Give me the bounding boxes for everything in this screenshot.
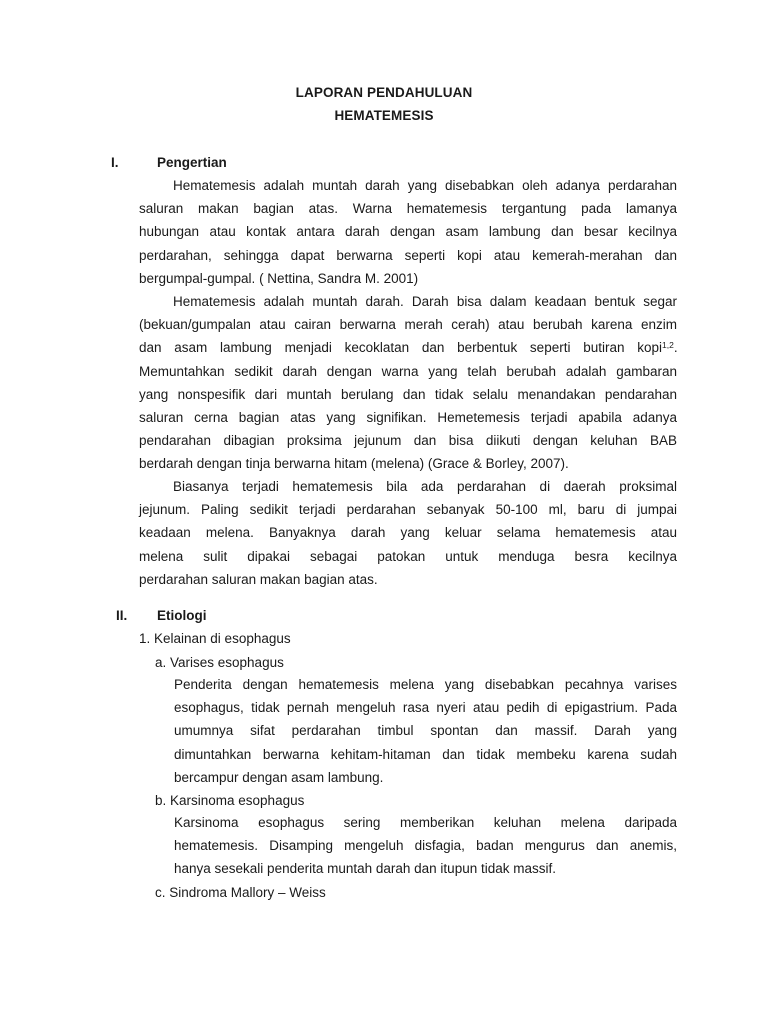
text-line: hanya sesekali penderita muntah darah dan itupun tidak massif. (174, 861, 556, 877)
section-1-title: Pengertian (157, 155, 227, 170)
section-2-number: II. (116, 608, 128, 623)
etiology-item-a: a. Varises esophagus (155, 655, 284, 670)
text-line: umumnya sifat perdarahan timbul spontan dan massif. Darah yang (174, 723, 677, 739)
text-line: pendarahan dibagian proksima jejunum dan bisa diikuti dengan keluhan BAB (139, 433, 677, 449)
text-line: (bekuan/gumpalan atau cairan berwarna merah cerah) atau berubah karena enzim (139, 317, 677, 333)
text-line: keadaan melena. Banyaknya darah yang keluar selama hematemesis atau (139, 525, 677, 541)
etiology-item-c: c. Sindroma Mallory – Weiss (155, 885, 326, 900)
text-line: saluran makan bagian atas. Warna hematemesis tergantung pada lamanya (139, 201, 677, 217)
citation-superscript: 1,2 (662, 340, 674, 351)
etiology-item-b-text (174, 811, 677, 881)
text-line: perdarahan saluran makan bagian atas. (139, 571, 378, 587)
text-line: yang nonspesifik dari muntah berulang dan tidak selalu menandakan pendarahan (139, 386, 677, 402)
section-1-paragraph-2 (139, 290, 677, 476)
text-segment: dan asam lambung menjadi kecoklatan dan berbentuk seperti butiran kopi (139, 340, 662, 356)
section-1-number: I. (111, 155, 119, 170)
text-line: jejunum. Paling sedikit terjadi perdarahan sebanyak 50-100 ml, baru di jumpai (139, 502, 677, 518)
text-line: perdarahan, sehingga dapat berwarna seperti kopi atau kemerah-merahan dan (139, 247, 677, 263)
text-line: melena sulit dipakai sebagai patokan untuk menduga besra kecilnya (139, 548, 677, 564)
section-2-title: Etiologi (157, 608, 207, 623)
section-1-paragraph-3 (139, 475, 677, 591)
etiology-item-1: 1. Kelainan di esophagus (139, 631, 291, 646)
text-line: bercampur dengan asam lambung. (174, 769, 384, 785)
document-subtitle: HEMATEMESIS (334, 108, 434, 123)
text-segment: . (673, 340, 678, 356)
text-line: saluran cerna bagian atas yang signifikan. Hemetemesis terjadi apabila adanya (139, 409, 677, 425)
etiology-item-b: b. Karsinoma esophagus (155, 793, 305, 808)
text-line: hematemesis. Disamping mengeluh disfagia, badan mengurus dan anemis, (174, 838, 677, 854)
text-line: hubungan atau kontak antara darah dengan asam lambung dan besar kecilnya (139, 224, 677, 240)
text-line: esophagus, tidak pernah mengeluh rasa nyeri atau pedih di epigastrium. Pada (174, 700, 677, 716)
text-line: Memuntahkan sedikit darah dengan warna yang telah berubah adalah gambaran (139, 363, 677, 379)
text-line: Karsinoma esophagus sering memberikan keluhan melena daripada (174, 815, 677, 830)
text-line: dimuntahkan berwarna kehitam-hitaman dan tidak membeku karena sudah (174, 746, 677, 762)
text-line: Penderita dengan hematemesis melena yang disebabkan pecahnya varises (174, 677, 677, 692)
text-line: berdarah dengan tinja berwarna hitam (melena) (Grace & Borley, 2007). (139, 456, 569, 472)
text-line: Hematemesis adalah muntah darah yang disebabkan oleh adanya perdarahan (173, 178, 677, 193)
text-line: Biasanya terjadi hematemesis bila ada perdarahan di daerah proksimal (173, 479, 677, 494)
etiology-item-a-text (174, 673, 677, 789)
text-line: bergumpal-gumpal. ( Nettina, Sandra M. 2001) (139, 270, 419, 286)
text-line (139, 336, 677, 359)
document-title: LAPORAN PENDAHULUAN (295, 85, 473, 100)
section-1-paragraph-1 (139, 174, 677, 290)
text-line: Hematemesis adalah muntah darah. Darah bisa dalam keadaan bentuk segar (173, 294, 677, 309)
